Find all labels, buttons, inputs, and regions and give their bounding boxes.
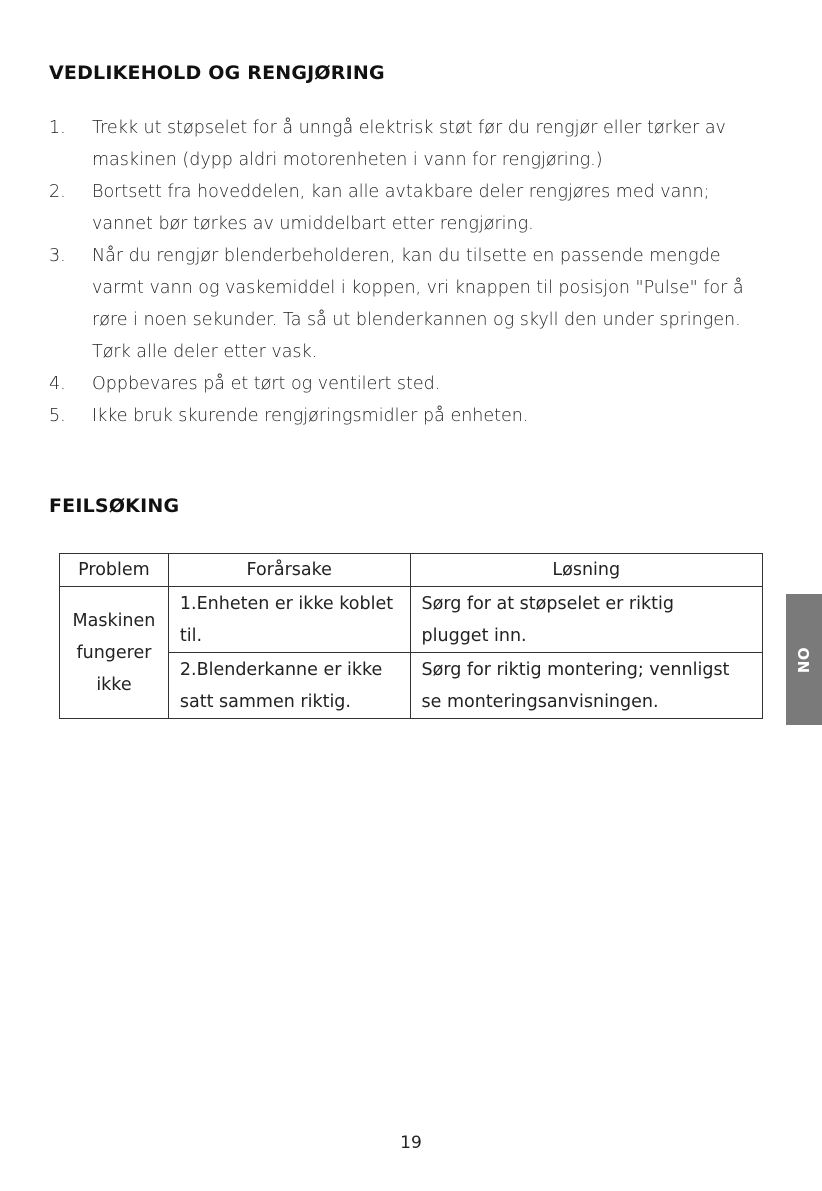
step-number: 3. [49, 246, 66, 266]
maintenance-heading: VEDLIKEHOLD OG RENGJØRING [49, 62, 385, 84]
step-text-line: maskinen (dypp aldri motorenheten i vann for rengjøring.) [92, 150, 603, 170]
maintenance-step-3 [49, 240, 761, 368]
step-text-line: Ikke bruk skurende rengjøringsmidler på enheten. [92, 406, 529, 426]
maintenance-step-2 [49, 176, 761, 240]
step-number: 5. [49, 406, 66, 426]
cause-text-line: satt sammen riktig. [179, 692, 351, 712]
maintenance-steps-list [49, 112, 761, 432]
column-header-problem: Problem [60, 554, 169, 587]
solution-text-line: plugget inn. [421, 626, 527, 646]
solution-text-line: Sørg for riktig montering; vennligst [421, 660, 730, 680]
step-text-line: Trekk ut støpselet for å unngå elektrisk støt før du rengjør eller tørker av [92, 118, 726, 138]
maintenance-step-4 [49, 368, 761, 400]
step-text-line: vannet bør tørkes av umiddelbart etter rengjøring. [92, 214, 534, 234]
cause-cell [168, 653, 410, 719]
solution-text-line: se monteringsanvisningen. [421, 692, 659, 712]
troubleshooting-table [59, 553, 763, 719]
language-tab-label: NO [795, 646, 813, 673]
cause-text-line: til. [179, 626, 203, 646]
column-header-solution: Løsning [410, 554, 762, 587]
problem-text-line: Maskinen [72, 610, 156, 631]
step-text-line: varmt vann og vaskemiddel i koppen, vri knappen til posisjon "Pulse" for å [92, 278, 744, 298]
step-text-line: Oppbevares på et tørt og ventilert sted. [92, 374, 441, 394]
solution-text-line: Sørg for at støpselet er riktig [421, 594, 674, 614]
step-text-line: Bortsett fra hoveddelen, kan alle avtakbare deler rengjøres med vann; [92, 182, 710, 202]
troubleshooting-heading: FEILSØKING [49, 495, 180, 517]
solution-cell [410, 587, 762, 653]
step-text-line: røre i noen sekunder. Ta så ut blenderkannen og skyll den under springen. [92, 310, 741, 330]
table-header-row [60, 554, 763, 587]
step-number: 1. [49, 118, 66, 138]
step-text-line: Tørk alle deler etter vask. [92, 342, 318, 362]
cause-text-line: 1.Enheten er ikke koblet [179, 594, 394, 614]
column-header-cause: Forårsake [168, 554, 410, 587]
solution-cell [410, 653, 762, 719]
cause-text-line: 2.Blenderkanne er ikke [179, 660, 383, 680]
language-side-tab [786, 594, 822, 725]
cause-cell [168, 587, 410, 653]
table-row [60, 587, 763, 653]
step-number: 4. [49, 374, 66, 394]
step-text-line: Når du rengjør blenderbeholderen, kan du tilsette en passende mengde [92, 246, 721, 266]
problem-cell [60, 587, 169, 719]
page-number: 19 [400, 1133, 422, 1153]
maintenance-step-1 [49, 112, 761, 176]
step-number: 2. [49, 182, 66, 202]
problem-text-line: fungerer [76, 642, 152, 663]
maintenance-step-5 [49, 400, 761, 432]
problem-text-line: ikke [96, 674, 132, 695]
